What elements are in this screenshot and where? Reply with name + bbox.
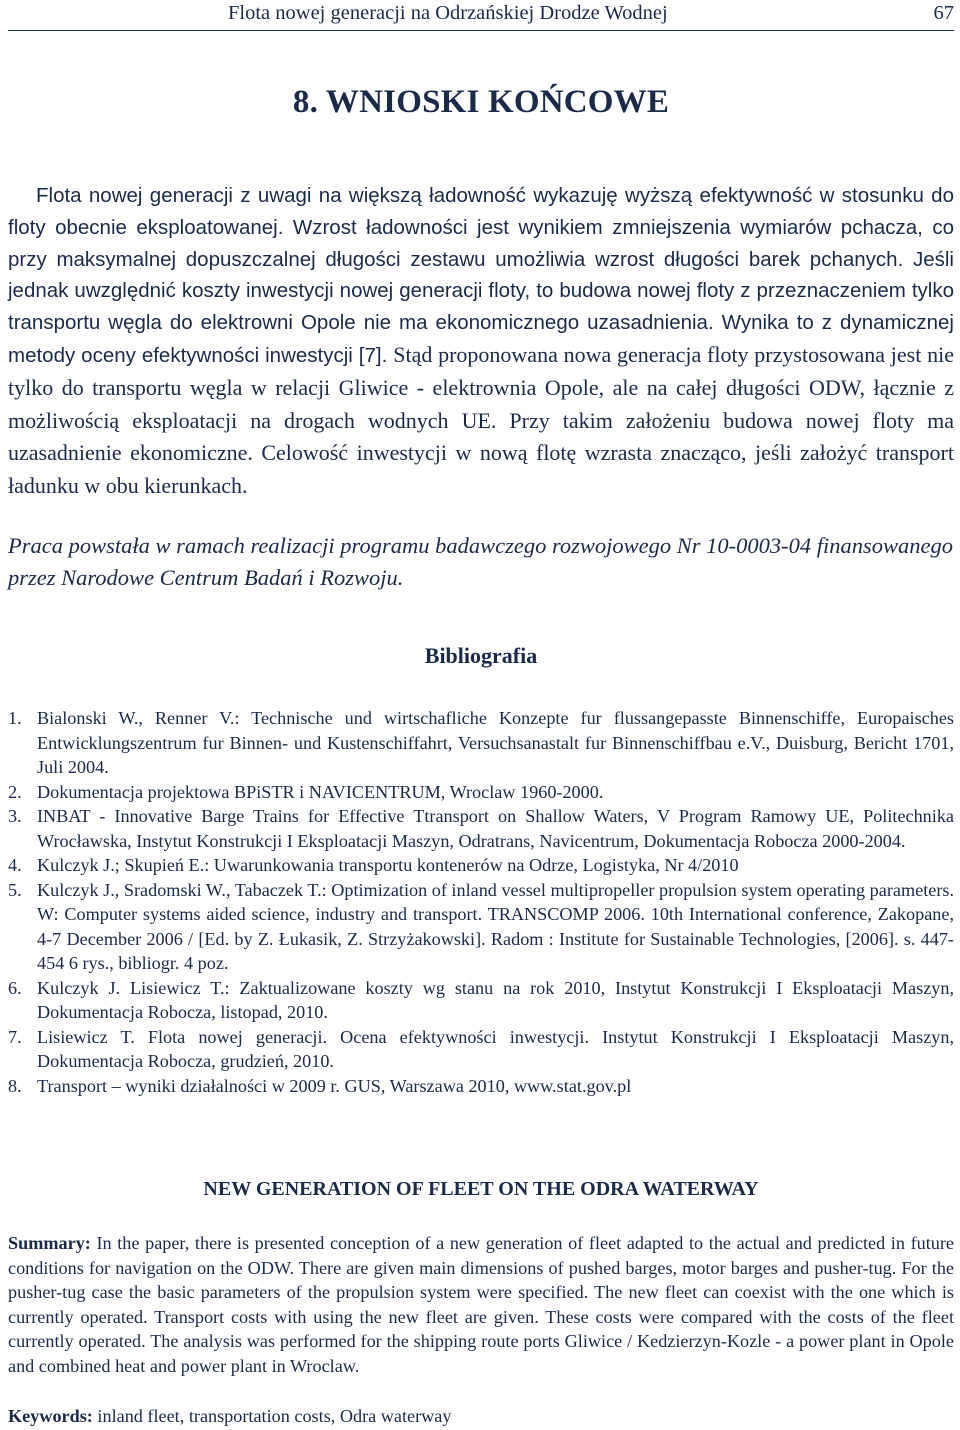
keywords-line (8, 1404, 954, 1429)
bibliography-item-number: 7. (8, 1026, 22, 1047)
bibliography-item-number: 1. (8, 708, 22, 728)
conclusions-text-part2: Stąd proponowana nowa generacja floty przystosowana jest nie tylko do transportu węgla w relacji Gliwice - elektrownia Opole, ale na całej długości ODW, łącznie z możliwością eksploatacji na drogach wodnych UE. Przy takim założeniu budowa nowej floty ma uzasadnienie ekonomiczne. Celowość inwestycji w nową flotę wzrasta znacząco, jeśli założyć transport ładunku w obu kierunkach. (8, 341, 954, 499)
bibliography-item (8, 976, 954, 1025)
bibliography-item-number: 5. (8, 879, 22, 900)
summary-paragraph (8, 1231, 954, 1378)
page-number: 67 (933, 2, 954, 24)
bibliography-item (8, 1074, 954, 1099)
keywords-label: Keywords: (8, 1406, 93, 1426)
bibliography-item-text: Kulczyk J. Lisiewicz T.: Zaktualizowane koszty wg stanu na rok 2010, Instytut Konstrukcji I Eksploatacji Maszyn, Dokumentacja Robocza, listopad, 2010. (37, 977, 954, 1022)
bibliography-item-number: 3. (8, 806, 22, 826)
section-title: 8. WNIOSKI KOŃCOWE (292, 84, 670, 120)
english-title: NEW GENERATION OF FLEET ON THE ODRA WATERWAY (203, 1178, 759, 1200)
bibliography-item-text: Transport – wyniki działalności w 2009 r. GUS, Warszawa 2010, www.stat.gov.pl (37, 1075, 632, 1096)
bibliography-item (8, 780, 954, 805)
bibliography-item-number: 4. (8, 855, 22, 875)
bibliography-item-number: 2. (8, 781, 22, 802)
summary-text: In the paper, there is presented conception of a new generation of fleet adapted to the actual and predicted in future conditions for navigation on the ODW. There are given main dimensions of pushed barges, motor barges and pusher-tug. For the pusher-tug case the basic parameters of the propulsion system were specified. The new fleet can coexist with the one which is currently operated. Transport costs with using the new fleet are given. These costs were compared with the costs of the fleet currently operated. The analysis was performed for the shipping route ports Gliwice / Kedzierzyn-Kozle - a power plant in Opole and combined heat and power plant in Wroclaw. (8, 1233, 954, 1376)
summary-label: Summary: (8, 1233, 91, 1253)
bibliography-item (8, 1025, 954, 1074)
bibliography-item-text: Kulczyk J., Sradomski W., Tabaczek T.: Optimization of inland vessel multipropeller propulsion system operating parameters. W: Computer systems aided science, industry and transport. TRANSCOMP 2006. 10th International conference, Zakopane, 4-7 December 2006 / [Ed. by Z. Łukasik, Z. Strzyżakowski]. Radom : Institute for Sustainable Technologies, [2006]. s. 447-454 6 rys., bibliogr. 4 poz. (37, 879, 954, 973)
bibliography-item-text: Bialonski W., Renner V.: Technische und wirtschafliche Konzepte fur flussangepasste Binnenschiffe, Europaisches Entwicklungszentrum fur Binnen- und Kustenschiffahrt, Versuchsanastalt fur Binnenschiffbau e.V., Duisburg, Bericht 1701, Juli 2004. (37, 708, 954, 777)
bibliography-item-number: 6. (8, 977, 22, 998)
conclusions-paragraph (8, 180, 954, 503)
bibliography-list (8, 706, 954, 1098)
bibliography-title: Bibliografia (424, 643, 538, 668)
running-header (8, 0, 954, 31)
bibliography-item-text: Kulczyk J.; Skupień E.: Uwarunkowania transportu kontenerów na Odrze, Logistyka, Nr 4/2010 (37, 855, 739, 875)
conclusions-text-part1: Flota nowej generacji z uwagi na większą ładowność wykazuję wyższą efektywność w stosunku do floty obecnie eksploatowanej. Wzrost ładowności jest wynikiem zmniejszenia wymiarów pchacza, co przy maksymalnej dopuszczalnej długości zestawu umożliwia wzrost długości barek pchanych. Jeśli jednak uwzględnić koszty inwestycji nowej generacji floty, to budowa nowej floty z przeznaczeniem tylko transportu węgla do elektrowni Opole nie ma ekonomicznego uzasadnienia. Wynika to z dynamicznej metody oceny efektywności inwestycji [7]. (8, 184, 954, 367)
bibliography-item-number: 8. (8, 1075, 22, 1096)
bibliography-item (8, 853, 954, 878)
bibliography-item-text: Dokumentacja projektowa BPiSTR i NAVICENTRUM, Wroclaw 1960-2000. (37, 781, 604, 802)
running-title: Flota nowej generacji na Odrzańskiej Drodze Wodnej (228, 2, 668, 24)
bibliography-item-text: Lisiewicz T. Flota nowej generacji. Ocena efektywności inwestycji. Instytut Konstrukcji I Eksploatacji Maszyn, Dokumentacja Robocza, grudzień, 2010. (37, 1026, 954, 1071)
funding-note: Praca powstała w ramach realizacji programu badawczego rozwojowego Nr 10-0003-04 finansowanego przez Narodowe Centrum Badań i Rozwoju. (8, 533, 953, 590)
bibliography-item (8, 706, 954, 780)
bibliography-item (8, 804, 954, 853)
bibliography-item-text: INBAT - Innovative Barge Trains for Effective Ttransport on Shallow Waters, V Program Ramowy UE, Politechnika Wrocławska, Instytut Konstrukcji I Eksploatacji Maszyn, Odratrans, Navicentrum, Dokumentacja Robocza 2000-2004. (37, 806, 954, 851)
keywords-text: inland fleet, transportation costs, Odra waterway (97, 1406, 452, 1426)
bibliography-item (8, 878, 954, 976)
